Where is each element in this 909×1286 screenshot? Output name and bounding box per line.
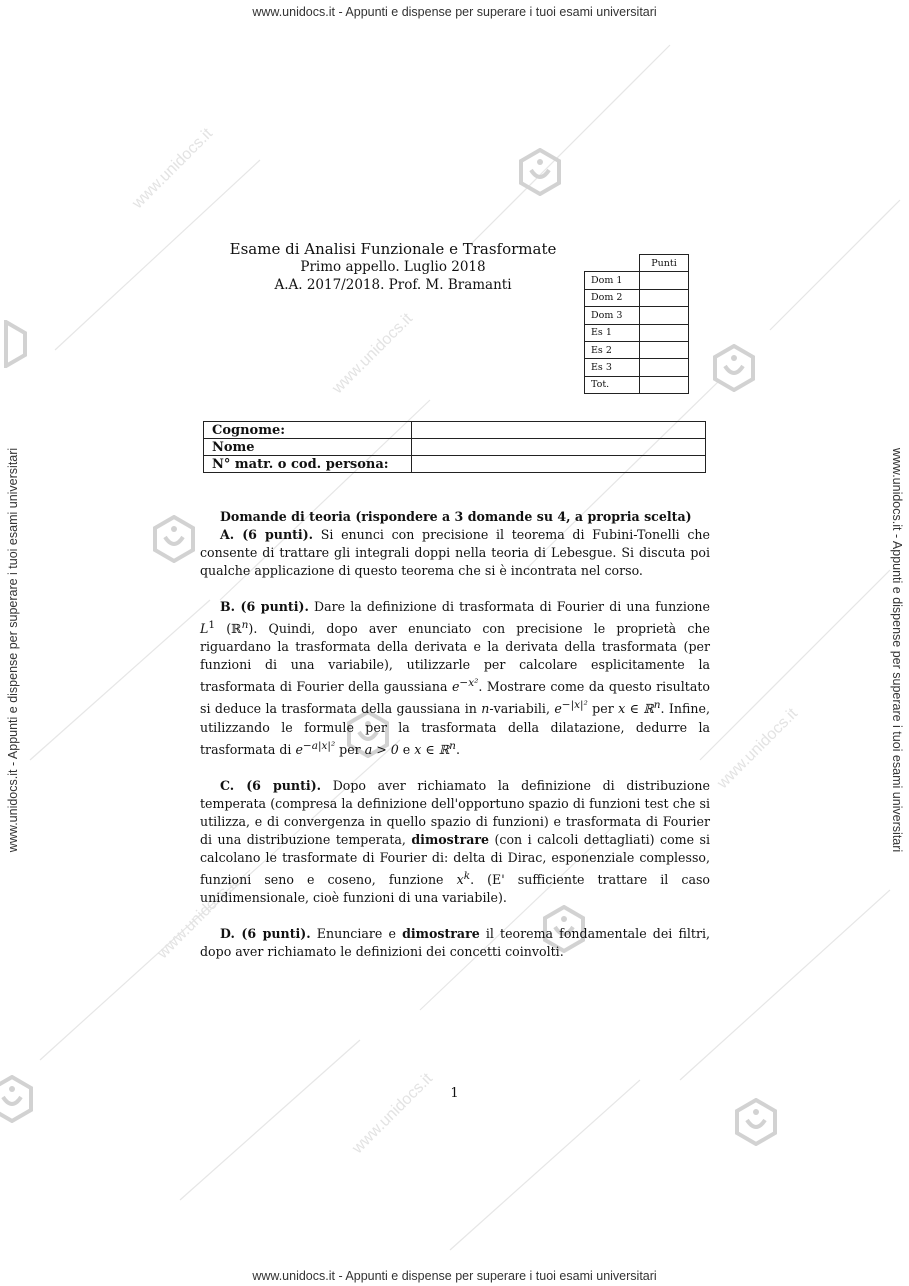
score-cell	[640, 289, 689, 306]
watermark-top: www.unidocs.it - Appunti e dispense per superare i tuoi esami universitari	[252, 5, 657, 19]
question-d-text: il teorema fondamentale dei filtri, dopo aver richiamato le definizioni dei concetti coinvolti.	[200, 925, 710, 959]
score-cell	[640, 324, 689, 341]
question-b-text: Dare la definizione di trasformata di Fourier di una funzione	[314, 599, 710, 614]
name-field	[412, 439, 706, 456]
math-sup: −x²	[459, 677, 479, 690]
watermark-left: www.unidocs.it - Appunti e dispense per superare i tuoi esami universitari	[6, 447, 20, 853]
matr-field	[412, 456, 706, 473]
question-b	[200, 598, 710, 759]
math: )	[248, 621, 254, 637]
student-info-table	[203, 421, 706, 473]
math-sup: −|x|²	[561, 699, 588, 712]
score-row-label: Dom 3	[585, 307, 640, 324]
math: e	[451, 679, 460, 695]
question-d	[200, 925, 710, 961]
exam-header	[218, 240, 568, 294]
matr-label: N° matr. o cod. persona:	[204, 456, 412, 473]
score-cell	[640, 376, 689, 393]
math-sup: n	[241, 619, 249, 631]
watermark-logo-icon	[710, 344, 758, 392]
score-cell	[640, 272, 689, 289]
question-b-text: .	[455, 741, 460, 757]
exam-title: Esame di Analisi Funzionale e Trasformate	[229, 240, 557, 258]
watermark-faint-text: www.unidocs.it	[349, 1070, 436, 1158]
math: e	[295, 741, 303, 757]
score-row-label: Es 1	[585, 324, 640, 341]
watermark-logo-icon	[732, 1098, 780, 1146]
watermark-logo-icon	[150, 515, 198, 563]
question-c-text: (con i calcoli dettagliati) come si calcolano le trasformate di Fourier di: delta di Dirac, esponenziale complesso, funzioni seno e coseno, funzione	[200, 831, 711, 887]
question-c-label: C. (6 punti).	[220, 777, 322, 793]
question-a-label: A. (6 punti).	[220, 527, 314, 542]
score-row-label: Dom 2	[585, 289, 640, 306]
math: e	[554, 701, 562, 717]
question-b-text: e	[398, 741, 415, 757]
question-c-text: Dopo aver richiamato la definizione di distribuzione temperata (compresa la definizione dell'opportuno spazio di funzioni test che si utilizza, e di convergenza in quello spazio di funzioni) e trasformata di Fourier di una distribuzione temperata,	[200, 777, 710, 847]
score-cell	[640, 341, 689, 358]
math-sup: n	[449, 739, 456, 752]
question-b-label: B. (6 punti).	[220, 599, 309, 614]
score-row-label: Es 2	[585, 341, 640, 358]
question-c-emphasis: dimostrare	[411, 831, 490, 847]
question-b-text: per	[335, 741, 365, 757]
surname-label: Cognome:	[204, 422, 412, 439]
watermark-faint-text: www.unidocs.it	[329, 310, 416, 398]
watermark-right: www.unidocs.it - Appunti e dispense per superare i tuoi esami universitari	[890, 447, 904, 853]
question-d-label: D. (6 punti).	[220, 925, 311, 941]
math-sup: 1	[208, 619, 216, 631]
math: n	[481, 701, 490, 717]
math: a > 0	[364, 741, 399, 757]
math-sup: k	[463, 869, 471, 882]
math: x ∈ ℝ	[414, 741, 450, 757]
watermark-bottom: www.unidocs.it - Appunti e dispense per superare i tuoi esami universitari	[252, 1269, 657, 1283]
page-number: 1	[450, 1086, 459, 1101]
score-cell	[640, 307, 689, 324]
math: x	[456, 871, 464, 887]
score-row-label: Es 3	[585, 359, 640, 376]
question-c-text: . (E' sufficiente trattare il caso unidimensionale, cioè funzioni di una variabile).	[200, 871, 710, 905]
math-sup: n	[653, 699, 661, 712]
exam-appello: Primo appello. Luglio 2018	[300, 259, 486, 275]
question-b-text: . Mostrare come da questo risultato si deduce la trasformata della gaussiana in	[200, 679, 710, 717]
score-row-label: Tot.	[585, 376, 640, 393]
question-b-text: -variabili,	[489, 701, 555, 717]
exam-academic-year: A.A. 2017/2018. Prof. M. Bramanti	[274, 277, 512, 293]
watermark-logo-icon	[516, 148, 564, 196]
math-sup: −a|x|²	[302, 739, 336, 752]
question-b-text: . Infine, utilizzando le formule per la trasformata della dilatazione, dedurre la trasformata di	[200, 701, 710, 757]
surname-field	[412, 422, 706, 439]
question-a-text: Si enunci con precisione il teorema di Fubini-Tonelli che consente di trattare gli integrali doppi nella teoria di Lebesgue. Si discuta poi qualche applicazione di questo teorema che si è incontrata nel corso.	[200, 527, 710, 578]
section-title: Domande di teoria (rispondere a 3 domande su 4, a propria scelta)	[220, 509, 692, 524]
watermark-faint-text: www.unidocs.it	[129, 125, 216, 213]
score-table	[584, 254, 689, 394]
math: (ℝ	[215, 621, 242, 637]
score-row-label: Dom 1	[585, 272, 640, 289]
score-header: Punti	[640, 255, 689, 272]
question-b-text: . Quindi, dopo aver enunciato con precisione le proprietà che riguardano la trasformata della derivata e la derivata della trasformata (per funzioni di una variabile), utilizzarle per calcolare esplicitamente la trasformata di Fourier della gaussiana	[200, 621, 710, 695]
question-a	[200, 526, 710, 580]
score-cell	[640, 359, 689, 376]
name-label: Nome	[204, 439, 412, 456]
watermark-faint-text: www.unidocs.it	[714, 705, 801, 793]
question-b-text: per	[587, 701, 619, 717]
questions-section	[200, 508, 710, 979]
question-c	[200, 777, 710, 907]
question-d-text: Enunciare e	[316, 925, 403, 941]
watermark-faint-text: www.unidocs.it	[154, 875, 241, 963]
question-d-emphasis: dimostrare	[402, 925, 480, 941]
math: x ∈ ℝ	[618, 701, 654, 717]
math: L	[200, 621, 209, 637]
